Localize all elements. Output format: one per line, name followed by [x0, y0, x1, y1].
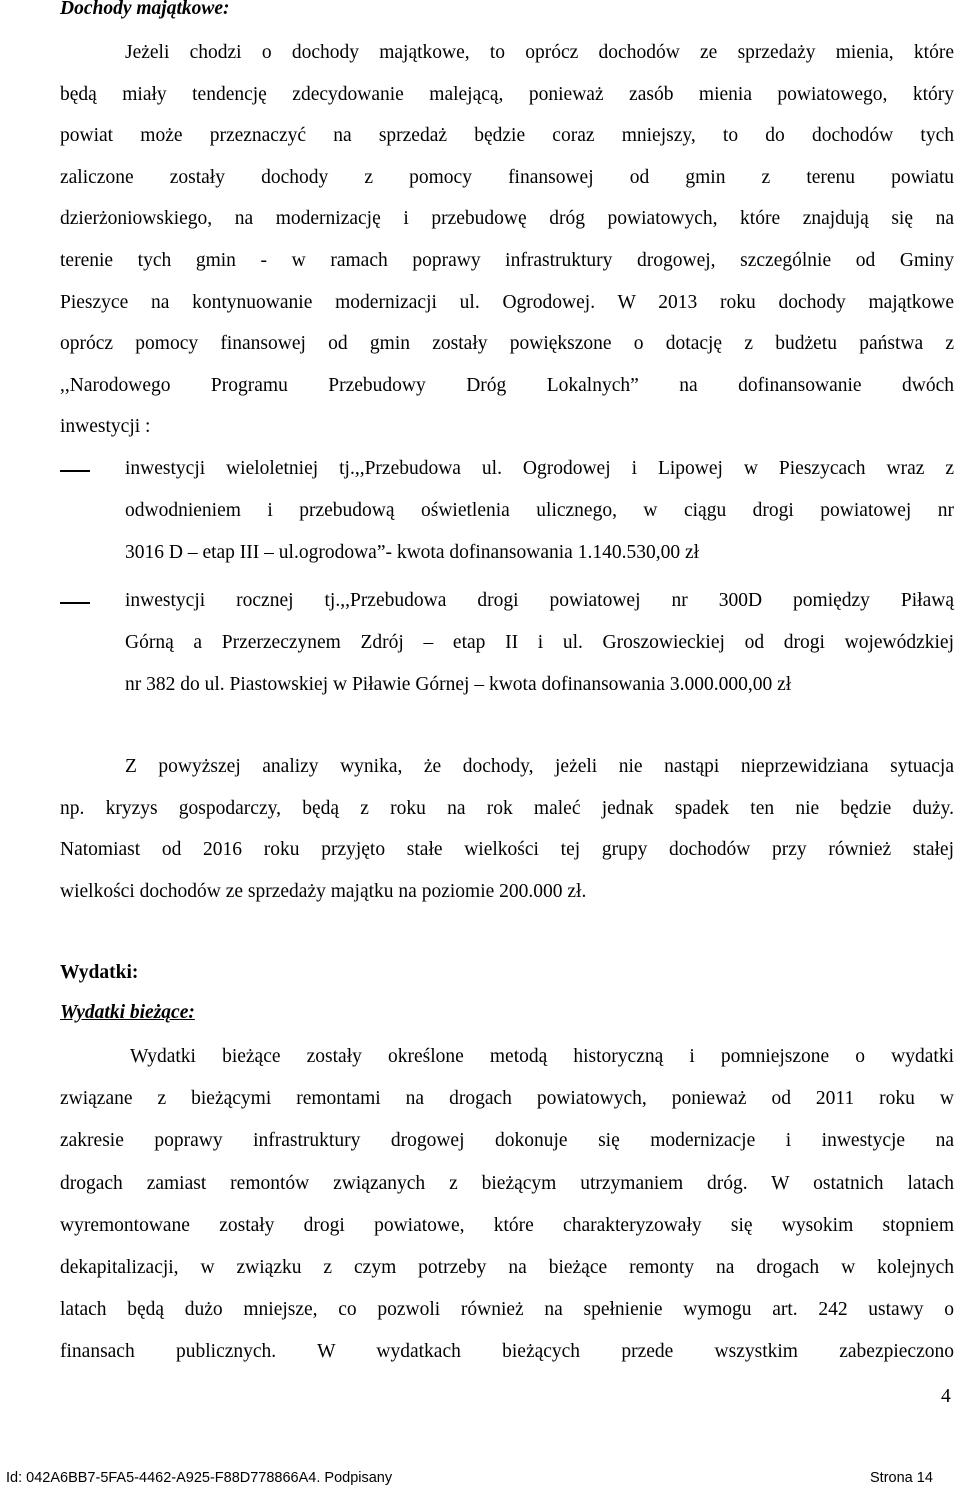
paragraph-line: wielkości dochodów ze sprzedaży majątku na poziomie 200.000 zł. [60, 880, 587, 902]
bullet-dash-icon [60, 602, 90, 604]
heading-wydatki: Wydatki: [60, 962, 139, 983]
heading-wydatki-biezace: Wydatki bieżące: [60, 1002, 195, 1023]
bullet-line: nr 382 do ul. Piastowskiej w Piławie Górnej – kwota dofinansowania 3.000.000,00 zł [125, 674, 792, 695]
paragraph-line: dekapitalizacji, w związku z czym potrzeby na bieżące remonty na drogach w kolejnych [60, 1257, 954, 1278]
paragraph-line: powiat może przeznaczyć na sprzedaż będzie coraz mniejszy, to do dochodów tych [60, 125, 954, 147]
paragraph-line: związane z bieżącymi remontami na drogach powiatowych, ponieważ od 2011 roku w [60, 1088, 954, 1110]
bullet-line: odwodnieniem i przebudową oświetlenia ulicznego, w ciągu drogi powiatowej nr [125, 500, 954, 521]
paragraph-line: Natomiast od 2016 roku przyjęto stałe wielkości tej grupy dochodów przy również stałej [60, 839, 954, 860]
paragraph-line: drogach zamiast remontów związanych z bieżącym utrzymaniem dróg. W ostatnich latach [60, 1172, 954, 1194]
paragraph-line: wyremontowane zostały drogi powiatowe, które charakteryzowały się wysokim stopniem [60, 1214, 954, 1236]
footer-document-id: Id: 042A6BB7-5FA5-4462-A925-F88D778866A4. Podpisany [6, 1470, 393, 1486]
bullet-line: inwestycji wieloletniej tj.,,Przebudowa ul. Ogrodowej i Lipowej w Pieszycach wraz z [125, 458, 954, 479]
paragraph-line: ,,Narodowego Programu Przebudowy Dróg Lokalnych” na dofinansowanie dwóch [60, 374, 954, 396]
section-heading-dochody: Dochody majątkowe: [60, 0, 230, 19]
bullet-line: 3016 D – etap III – ul.ogrodowa”- kwota dofinansowania 1.140.530,00 zł [125, 542, 700, 563]
paragraph-line: zaliczone zostały dochody z pomocy finansowej od gmin z terenu powiatu [60, 166, 954, 188]
paragraph-line: inwestycji : [60, 416, 151, 438]
bullet-line: inwestycji rocznej tj.,,Przebudowa drogi powiatowej nr 300D pomiędzy Piławą [125, 590, 954, 611]
paragraph-line: np. kryzys gospodarczy, będą z roku na rok maleć jednak spadek ten nie będzie duży. [60, 797, 954, 819]
footer-page-label: Strona 14 [870, 1470, 933, 1486]
paragraph-line: Jeżeli chodzi o dochody majątkowe, to oprócz dochodów ze sprzedaży mienia, które [125, 42, 954, 63]
paragraph-line: oprócz pomocy finansowej od gmin zostały powiększone o dotację z budżetu państwa z [60, 333, 954, 355]
paragraph-line: Wydatki bieżące zostały określone metodą historyczną i pomniejszone o wydatki [130, 1046, 954, 1067]
bullet-dash-icon [60, 470, 90, 472]
page-number: 4 [941, 1386, 951, 1407]
paragraph-line: finansach publicznych. W wydatkach bieżących przede wszystkim zabezpieczono [60, 1341, 954, 1363]
paragraph-line: będą miały tendencję zdecydowanie malejącą, ponieważ zasób mienia powiatowego, który [60, 83, 954, 105]
paragraph-line: latach będą dużo mniejsze, co pozwoli również na spełnienie wymogu art. 242 ustawy o [60, 1299, 954, 1321]
paragraph-line: terenie tych gmin - w ramach poprawy infrastruktury drogowej, szczególnie od Gminy [60, 250, 954, 271]
paragraph-line: zakresie poprawy infrastruktury drogowej dokonuje się modernizacje i inwestycje na [60, 1130, 954, 1152]
bullet-line: Górną a Przerzeczynem Zdrój – etap II i ul. Groszowieckiej od drogi wojewódzkiej [125, 632, 954, 653]
paragraph-line: Pieszyce na kontynuowanie modernizacji ul. Ogrodowej. W 2013 roku dochody majątkowe [60, 291, 954, 313]
paragraph-line: dzierżoniowskiego, na modernizację i przebudowę dróg powiatowych, które znajdują się na [60, 208, 954, 230]
paragraph-line: Z powyższej analizy wynika, że dochody, jeżeli nie nastąpi nieprzewidziana sytuacja [125, 756, 954, 777]
